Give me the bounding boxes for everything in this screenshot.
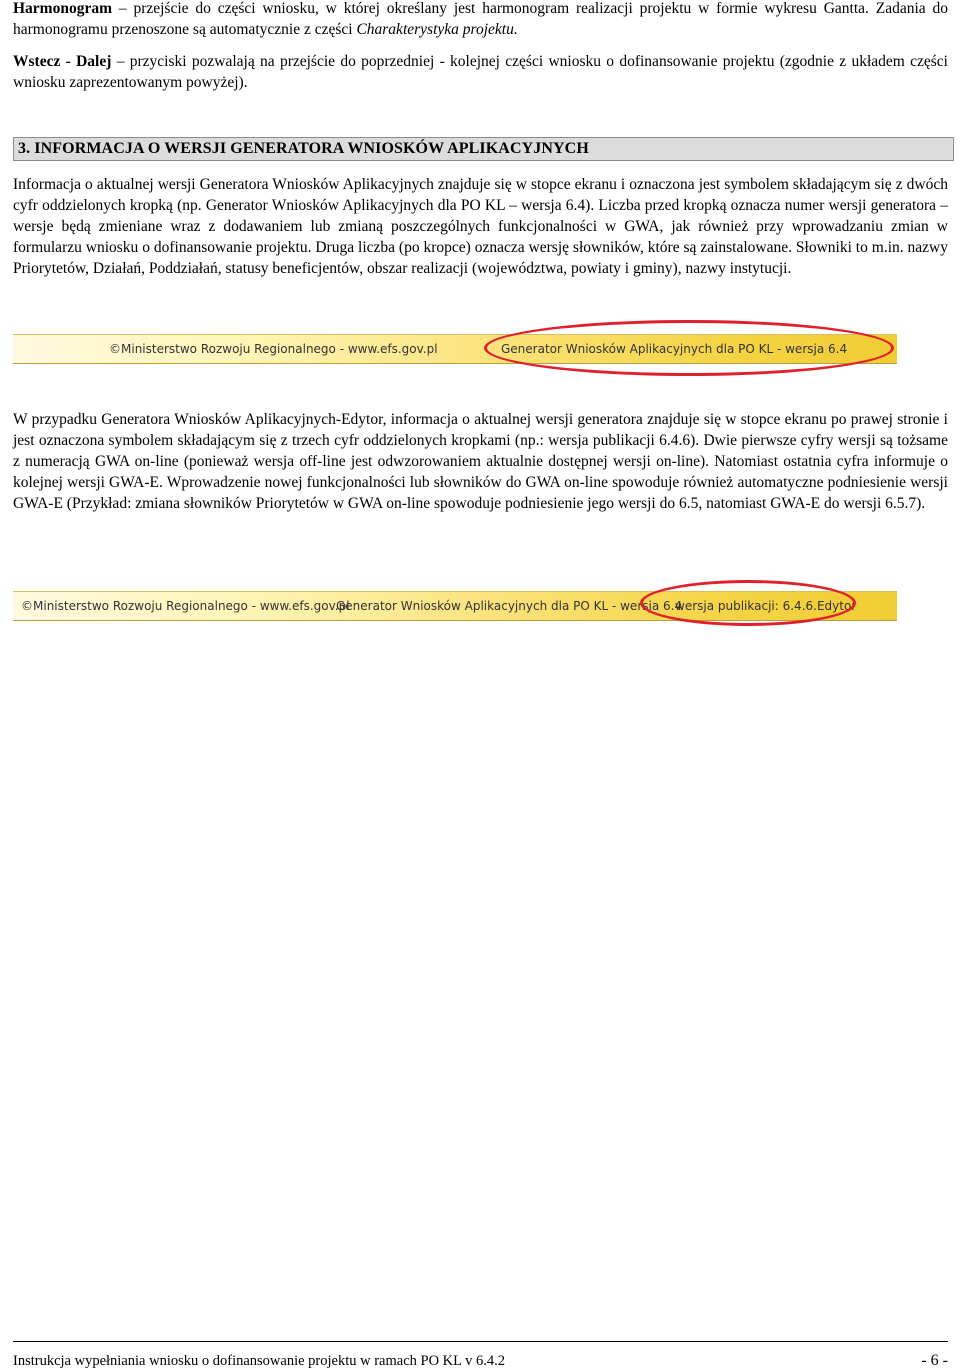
section-heading: 3. INFORMACJA O WERSJI GENERATORA WNIOSKÓW APLIKACYJNYCH	[13, 137, 954, 161]
copyright-text: ©Ministerstwo Rozwoju Regionalnego - www.efs.gov.pl	[109, 342, 438, 356]
copyright-text: ©Ministerstwo Rozwoju Regionalnego - www.efs.gov.pl	[21, 599, 350, 613]
editor-version-paragraph: W przypadku Generatora Wniosków Aplikacyjnych-Edytor, informacja o aktualnej wersji generatora znajduje się w stopce ekranu po prawej stronie i jest oznaczona symbolem składającym się z trzech cyfr oddzielonych kropkami (np.: wersja publikacji 6.4.6). Dwie pierwsze cyfry wersji są tożsame z numeracją GWA on-line (ponieważ wersja off-line jest odwzorowaniem aktualnie dostępnej wersji on-line). Natomiast ostatnia cyfra informuje o kolejnej wersji GWA-E. Wprowadzenie nowej funkcjonalności lub słowników do GWA on-line spowoduje również automatyczne podniesienie wersji GWA-E (Przykład: zmiana słowników Priorytetów w GWA on-line spowoduje podniesienie jego wersji do 6.5, natomiast GWA-E do wersji 6.5.7).	[13, 411, 948, 512]
publication-version-text: wersja publikacji: 6.4.6.Edytor	[675, 599, 857, 613]
version-info-paragraph: Informacja o aktualnej wersji Generatora Wniosków Aplikacyjnych znajduje się w stopce ekranu i oznaczona jest symbolem składającym się z dwóch cyfr oddzielonych kropką (np. Generator Wniosków Aplikacyjnych dla PO KL – wersja 6.4). Liczba przed kropką oznacza numer wersji generatora – wersje będą zmieniane wraz z dodawaniem lub zmianą poszczególnych funkcjonalności w GWA, jak również przy wprowadzaniu zmian w formularzu wniosku o dofinansowanie projektu. Druga liczba (po kropce) oznacza wersję słowników, które są zainstalowane. Słowniki to m.in. nazwy Priorytetów, Działań, Poddziałań, statusy beneficjentów, obszar realizacji (województwa, powiaty i gminy), nazwy instytucji.	[13, 176, 948, 277]
harmonogram-paragraph	[13, 0, 948, 40]
highlight-oval	[640, 580, 856, 626]
highlight-oval	[484, 320, 894, 376]
footer-title: Instrukcja wypełniania wniosku o dofinansowanie projektu w ramach PO KL v 6.4.2	[13, 1353, 505, 1369]
wstecz-paragraph	[13, 51, 948, 93]
harmonogram-text: – przejście do części wniosku, w której określany jest harmonogram realizacji projektu w formie wykresu Gantta. Zadania do harmonogramu przenoszone są automatycznie z części	[13, 0, 948, 38]
harmonogram-italic-ref: Charakterystyka projektu.	[356, 21, 518, 38]
wstecz-term: Wstecz - Dalej	[13, 53, 112, 70]
generator-version-text: Generator Wniosków Aplikacyjnych dla PO KL - wersja 6.4	[336, 599, 683, 613]
page-number: - 6 -	[921, 1352, 948, 1369]
wstecz-text: – przyciski pozwalają na przejście do poprzedniej - kolejnej części wniosku o dofinansowanie projektu (zgodnie z układem części wniosku zaprezentowanym powyżej).	[13, 53, 948, 91]
footer-divider	[13, 1341, 948, 1342]
generator-version-text: Generator Wniosków Aplikacyjnych dla PO KL - wersja 6.4	[501, 342, 848, 356]
harmonogram-term: Harmonogram	[13, 0, 113, 17]
